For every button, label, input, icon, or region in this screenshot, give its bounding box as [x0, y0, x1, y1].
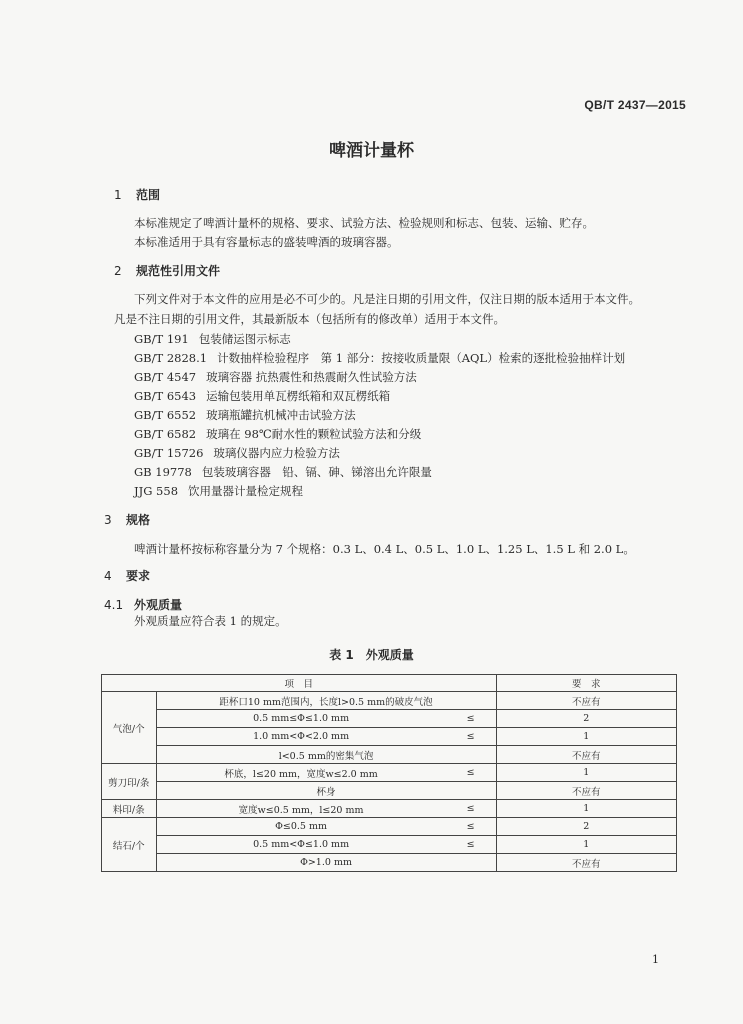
- item-cell: 距杯口10 mm范围内，长度l>0.5 mm的破皮气泡: [156, 692, 496, 710]
- table-row: [102, 800, 677, 818]
- requirement-cell: 不应有: [496, 782, 677, 800]
- reference-item: [134, 483, 303, 499]
- reference-code: GB 19778: [134, 465, 192, 479]
- table-row: [102, 692, 677, 710]
- reference-item: [134, 331, 291, 347]
- operator-cell: ≤: [446, 710, 496, 728]
- item-cell: Φ≤0.5 mm: [156, 818, 446, 836]
- reference-title: 玻璃瓶罐抗机械冲击试验方法: [206, 408, 356, 422]
- requirement-cell: 1: [496, 764, 677, 782]
- reference-title: 玻璃容器 抗热震性和热震耐久性试验方法: [206, 370, 417, 384]
- table-row: [102, 764, 677, 782]
- reference-title: 运输包装用单瓦楞纸箱和双瓦楞纸箱: [206, 389, 391, 403]
- scope-paragraph-2: 本标准适用于具有容量标志的盛装啤酒的玻璃容器。: [134, 235, 399, 249]
- reference-item: [134, 350, 625, 366]
- reference-title: 包装储运图示标志: [198, 332, 291, 346]
- table-row: [102, 782, 677, 800]
- table-row: [102, 728, 677, 746]
- operator-cell: ≤: [446, 764, 496, 782]
- section-number: 3: [104, 513, 112, 527]
- table-row: [102, 818, 677, 836]
- operator-cell: ≤: [446, 836, 496, 854]
- table-row: [102, 836, 677, 854]
- requirement-cell: 2: [496, 818, 677, 836]
- subsection-title: 外观质量: [134, 598, 183, 612]
- item-cell: 0.5 mm<Φ≤1.0 mm: [156, 836, 446, 854]
- requirement-cell: 不应有: [496, 746, 677, 764]
- page-number: 1: [652, 953, 659, 966]
- reference-title: 包装玻璃容器 铅、镉、砷、锑溶出允许限量: [201, 465, 432, 479]
- section-number: 2: [114, 264, 122, 278]
- refs-intro-2: 凡是不注日期的引用文件，其最新版本（包括所有的修改单）适用于本文件。: [114, 312, 505, 326]
- refs-intro-1: 下列文件对于本文件的应用是必不可少的。凡是注日期的引用文件，仅注日期的版本适用于本文件。: [134, 292, 640, 306]
- subsection-4-1-heading: [104, 596, 182, 613]
- reference-item: [134, 464, 432, 480]
- item-cell: Φ>1.0 mm: [156, 854, 496, 872]
- item-cell: 宽度w≤0.5 mm，l≤20 mm: [156, 800, 446, 818]
- reference-item: [134, 369, 417, 385]
- reference-item: [134, 407, 356, 423]
- requirement-cell: 不应有: [496, 692, 677, 710]
- header-requirement: 要 求: [496, 675, 677, 692]
- item-cell: 杯底，l≤20 mm，宽度w≤2.0 mm: [156, 764, 446, 782]
- table-row: [102, 710, 677, 728]
- requirement-cell: 不应有: [496, 854, 677, 872]
- operator-cell: ≤: [446, 818, 496, 836]
- reference-code: GB/T 6552: [134, 408, 197, 422]
- section-title: 范围: [136, 188, 161, 202]
- standard-code: QB/T 2437—2015: [584, 98, 686, 112]
- section-number: 1: [114, 188, 122, 202]
- requirement-cell: 1: [496, 800, 677, 818]
- item-cell: 0.5 mm≤Φ≤1.0 mm: [156, 710, 446, 728]
- category-material-mark: 料印/条: [102, 800, 157, 818]
- reference-code: GB/T 191: [134, 332, 189, 346]
- item-cell: 1.0 mm<Φ<2.0 mm: [156, 728, 446, 746]
- appearance-paragraph: 外观质量应符合表 1 的规定。: [134, 614, 287, 628]
- reference-item: [134, 388, 390, 404]
- reference-title: 饮用量器计量检定规程: [188, 484, 304, 498]
- requirement-cell: 1: [496, 836, 677, 854]
- category-shear-mark: 剪刀印/条: [102, 764, 157, 800]
- item-cell: 杯身: [156, 782, 496, 800]
- operator-cell: ≤: [446, 800, 496, 818]
- reference-code: GB/T 15726: [134, 446, 204, 460]
- reference-code: GB/T 4547: [134, 370, 197, 384]
- section-1-heading: [114, 186, 160, 203]
- reference-item: [134, 445, 340, 461]
- reference-code: GB/T 2828.1: [134, 351, 208, 365]
- operator-cell: ≤: [446, 728, 496, 746]
- section-3-heading: [104, 511, 150, 528]
- document-title: 啤酒计量杯: [329, 141, 414, 161]
- reference-title: 玻璃仪器内应力检验方法: [213, 446, 340, 460]
- table-row: [102, 746, 677, 764]
- section-2-heading: [114, 262, 220, 279]
- table-header-row: [102, 675, 677, 692]
- section-4-heading: [104, 567, 150, 584]
- requirement-cell: 1: [496, 728, 677, 746]
- category-bubble: 气泡/个: [102, 692, 157, 764]
- category-stone: 结石/个: [102, 818, 157, 872]
- section-number: 4: [104, 569, 112, 583]
- scope-paragraph-1: 本标准规定了啤酒计量杯的规格、要求、试验方法、检验规则和标志、包装、运输、贮存。: [134, 216, 594, 230]
- item-cell: l<0.5 mm的密集气泡: [156, 746, 496, 764]
- requirement-cell: 2: [496, 710, 677, 728]
- reference-code: JJG 558: [134, 484, 179, 498]
- section-title: 要求: [126, 569, 151, 583]
- section-title: 规范性引用文件: [136, 264, 221, 278]
- section-title: 规格: [126, 513, 151, 527]
- spec-paragraph: 啤酒计量杯按标称容量分为 7 个规格：0.3 L、0.4 L、0.5 L、1.0 L、1.25 L、1.5 L 和 2.0 L。: [134, 542, 635, 556]
- subsection-number: 4.1: [104, 598, 124, 612]
- header-item: 项 目: [102, 675, 497, 692]
- reference-code: GB/T 6582: [134, 427, 197, 441]
- table-caption: 表 1 外观质量: [329, 648, 414, 662]
- table-row: [102, 854, 677, 872]
- appearance-quality-table: [101, 674, 677, 872]
- reference-item: [134, 426, 421, 442]
- reference-title: 玻璃在 98℃耐水性的颗粒试验方法和分级: [206, 427, 422, 441]
- reference-code: GB/T 6543: [134, 389, 197, 403]
- reference-title: 计数抽样检验程序 第 1 部分：按接收质量限（AQL）检索的逐批检验抽样计划: [217, 351, 626, 365]
